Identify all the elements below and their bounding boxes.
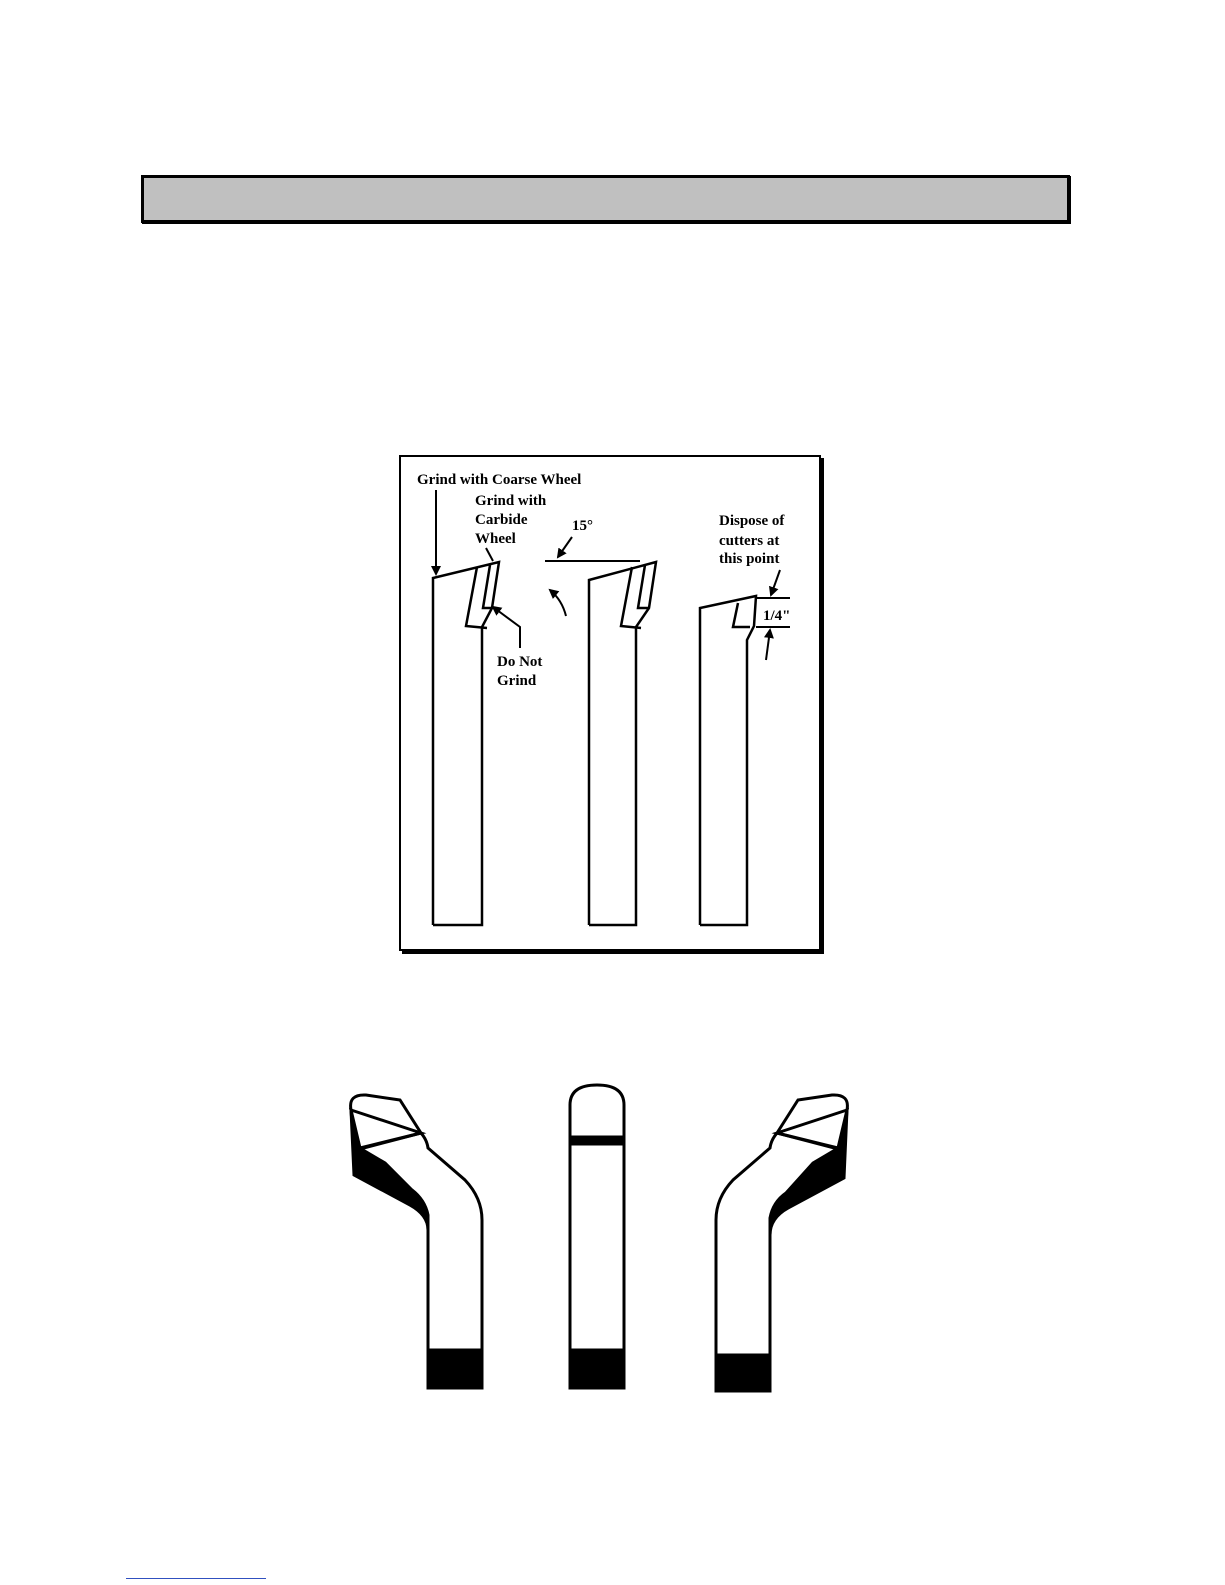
label-carbide-3: Wheel bbox=[475, 531, 516, 547]
label-dimension: 1/4" bbox=[763, 608, 791, 624]
label-carbide-2: Carbide bbox=[475, 512, 528, 528]
label-dispose-1: Dispose of bbox=[719, 513, 785, 529]
label-dispose-2: cutters at bbox=[719, 533, 780, 549]
label-do-not-1: Do Not bbox=[497, 654, 543, 670]
cutter-left-hand bbox=[351, 1095, 482, 1388]
cutter-right-hand bbox=[716, 1095, 847, 1391]
label-coarse-wheel: Grind with Coarse Wheel bbox=[417, 472, 582, 488]
footer-link-underline bbox=[126, 1578, 266, 1579]
carbide-leader bbox=[486, 548, 493, 561]
tool-bit-2 bbox=[589, 562, 656, 925]
dimension-arrow-bottom bbox=[766, 630, 770, 660]
label-dispose-3: this point bbox=[719, 551, 780, 567]
tool-bit-3 bbox=[700, 596, 756, 925]
do-not-grind-arrow bbox=[493, 607, 520, 648]
angle-arrow-bottom bbox=[550, 590, 566, 616]
label-carbide-1: Grind with bbox=[475, 493, 547, 509]
tool-bit-1 bbox=[433, 562, 499, 925]
label-do-not-2: Grind bbox=[497, 673, 537, 689]
cutter-straight bbox=[570, 1085, 624, 1388]
label-angle: 15° bbox=[572, 518, 593, 534]
dispose-arrow bbox=[771, 570, 780, 595]
angle-arrow-top bbox=[558, 537, 572, 557]
